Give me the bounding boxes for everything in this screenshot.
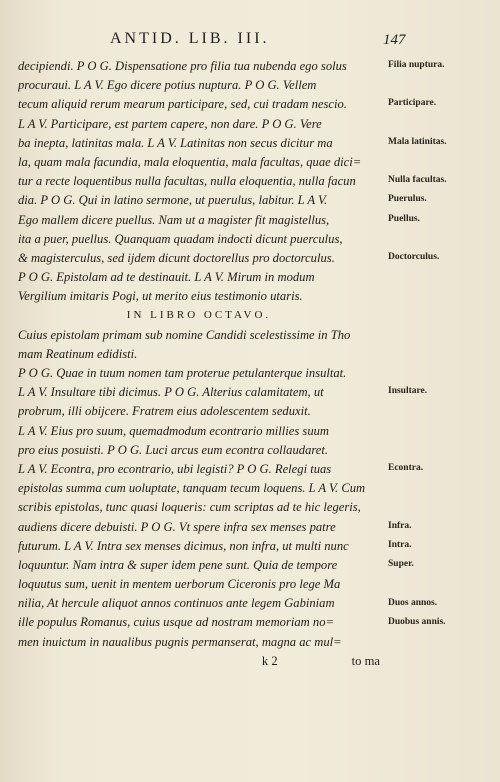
- running-head: ANTID. LIB. III.: [110, 30, 270, 47]
- text-line: decipiendi. P O G. Dispensatione pro filia tua nubenda ego solus: [18, 59, 347, 73]
- marginal-note: Super.: [388, 559, 414, 570]
- text-line: men inuictum in naualibus pugnis permanserat, magna ac mul=: [18, 634, 342, 649]
- marginal-note: Nulla facultas.: [388, 175, 447, 186]
- text-line: P O G. Epistolam ad te destinauit. L A V. Mirum in modum: [18, 270, 315, 285]
- marginal-note: Participare.: [388, 98, 437, 109]
- text-line: mam Reatinum edidisti.: [18, 346, 138, 361]
- text-line: epistolas summa cum uoluptate, tanquam tecum loquens. L A V. Cum: [18, 481, 366, 496]
- text-line: procuraui. L A V. Ego dicere potius nuptura. P O G. Vellem: [18, 78, 317, 93]
- text-line: dia. P O G. Qui in latino sermone, ut puerulus, labitur. L A V.: [18, 193, 328, 208]
- text-line: ille populus Romanus, cuius usque ad nostram memoriam no=: [18, 615, 334, 630]
- text-line: P O G. Quae in tuum nomen tam proterue petulanterque insultat.: [18, 366, 347, 380]
- text-line: L A V. Econtra, pro econtrario, ubi legisti? P O G. Relegi tuas: [18, 461, 332, 476]
- marginal-note: Intra.: [388, 540, 412, 550]
- text-line: ba inepta, latinitas mala. L A V. Latinitas non secus dicitur ma: [18, 135, 333, 150]
- text-line: probrum, illi obijcere. Fratrem eius adolescentem seduxit.: [18, 404, 311, 419]
- text-line: L A V. Eius pro suum, quemadmodum econtrario millies suum: [18, 423, 330, 438]
- catchword: to ma: [351, 653, 380, 668]
- main-text-block: [18, 57, 380, 671]
- page-number: 147: [383, 32, 406, 48]
- text-line: nilia, At hercule aliquot annos continuos ante legem Gabiniam: [18, 596, 335, 611]
- marginal-note: Filia nuptura.: [388, 60, 445, 70]
- section-heading: IN LIBRO OCTAVO.: [126, 309, 272, 322]
- marginal-note: Puerulus.: [388, 194, 427, 205]
- text-line: Ego mallem dicere puellus. Nam ut a magister fit magistellus,: [18, 212, 330, 227]
- text-line: Vergilium imitaris Pogi, ut merito eius testimonio utaris.: [18, 289, 303, 304]
- marginal-note: Doctorculus.: [388, 252, 440, 262]
- signature-mark: k 2: [261, 653, 278, 668]
- marginal-note: Puellus.: [388, 213, 420, 224]
- text-line: pro eius posuisti. P O G. Luci arcus eum econtra collaudaret.: [18, 442, 329, 457]
- text-line: Cuius epistolam primam sub nomine Candidi scelestissime in Tho: [18, 327, 351, 342]
- text-line: loquutus sum, uenit in mentem uerborum Ciceronis pro lege Ma: [18, 577, 341, 592]
- marginal-note: Insultare.: [388, 386, 428, 397]
- marginal-note: Econtra.: [388, 463, 424, 474]
- text-line: tur a recte loquentibus nulla facultas, nulla eloquentia, nulla facun: [18, 174, 356, 189]
- text-line: scribis epistolas, tunc quasi loqueris: cum scriptas ad te hic legeris,: [18, 500, 361, 515]
- marginal-note: Duobus annis.: [388, 616, 446, 627]
- text-line: audiens dicere debuisti. P O G. Vt spere infra sex menses patre: [18, 519, 336, 534]
- catchline: [18, 652, 380, 671]
- text-line: L A V. Insultare tibi dicimus. P O G. Alterius calamitatem, ut: [18, 385, 324, 400]
- text-line: loquuntur. Nam intra & super idem pene sunt. Quia de tempore: [18, 557, 338, 572]
- text-line: la, quam mala facundia, mala eloquentia, mala facultas, quae dici=: [18, 154, 362, 169]
- text-line: tecum aliquid rerum mearum participare, sed, cui tradam nescio.: [18, 97, 347, 112]
- text-line: ita a puer, puellus. Quanquam quadam indocti dicunt puerculus,: [18, 231, 343, 246]
- text-line: L A V. Participare, est partem capere, non dare. P O G. Vere: [18, 116, 322, 131]
- text-line: futurum. L A V. Intra sex menses dicimus, non infra, ut multi nunc: [18, 538, 349, 553]
- marginal-note: Infra.: [388, 520, 412, 531]
- marginal-note: Mala latinitas.: [388, 136, 447, 147]
- text-line: & magisterculus, sed ijdem dicunt doctorellus pro doctorculus.: [18, 250, 335, 265]
- page-header: [0, 30, 500, 50]
- marginal-note: Duos annos.: [388, 597, 438, 608]
